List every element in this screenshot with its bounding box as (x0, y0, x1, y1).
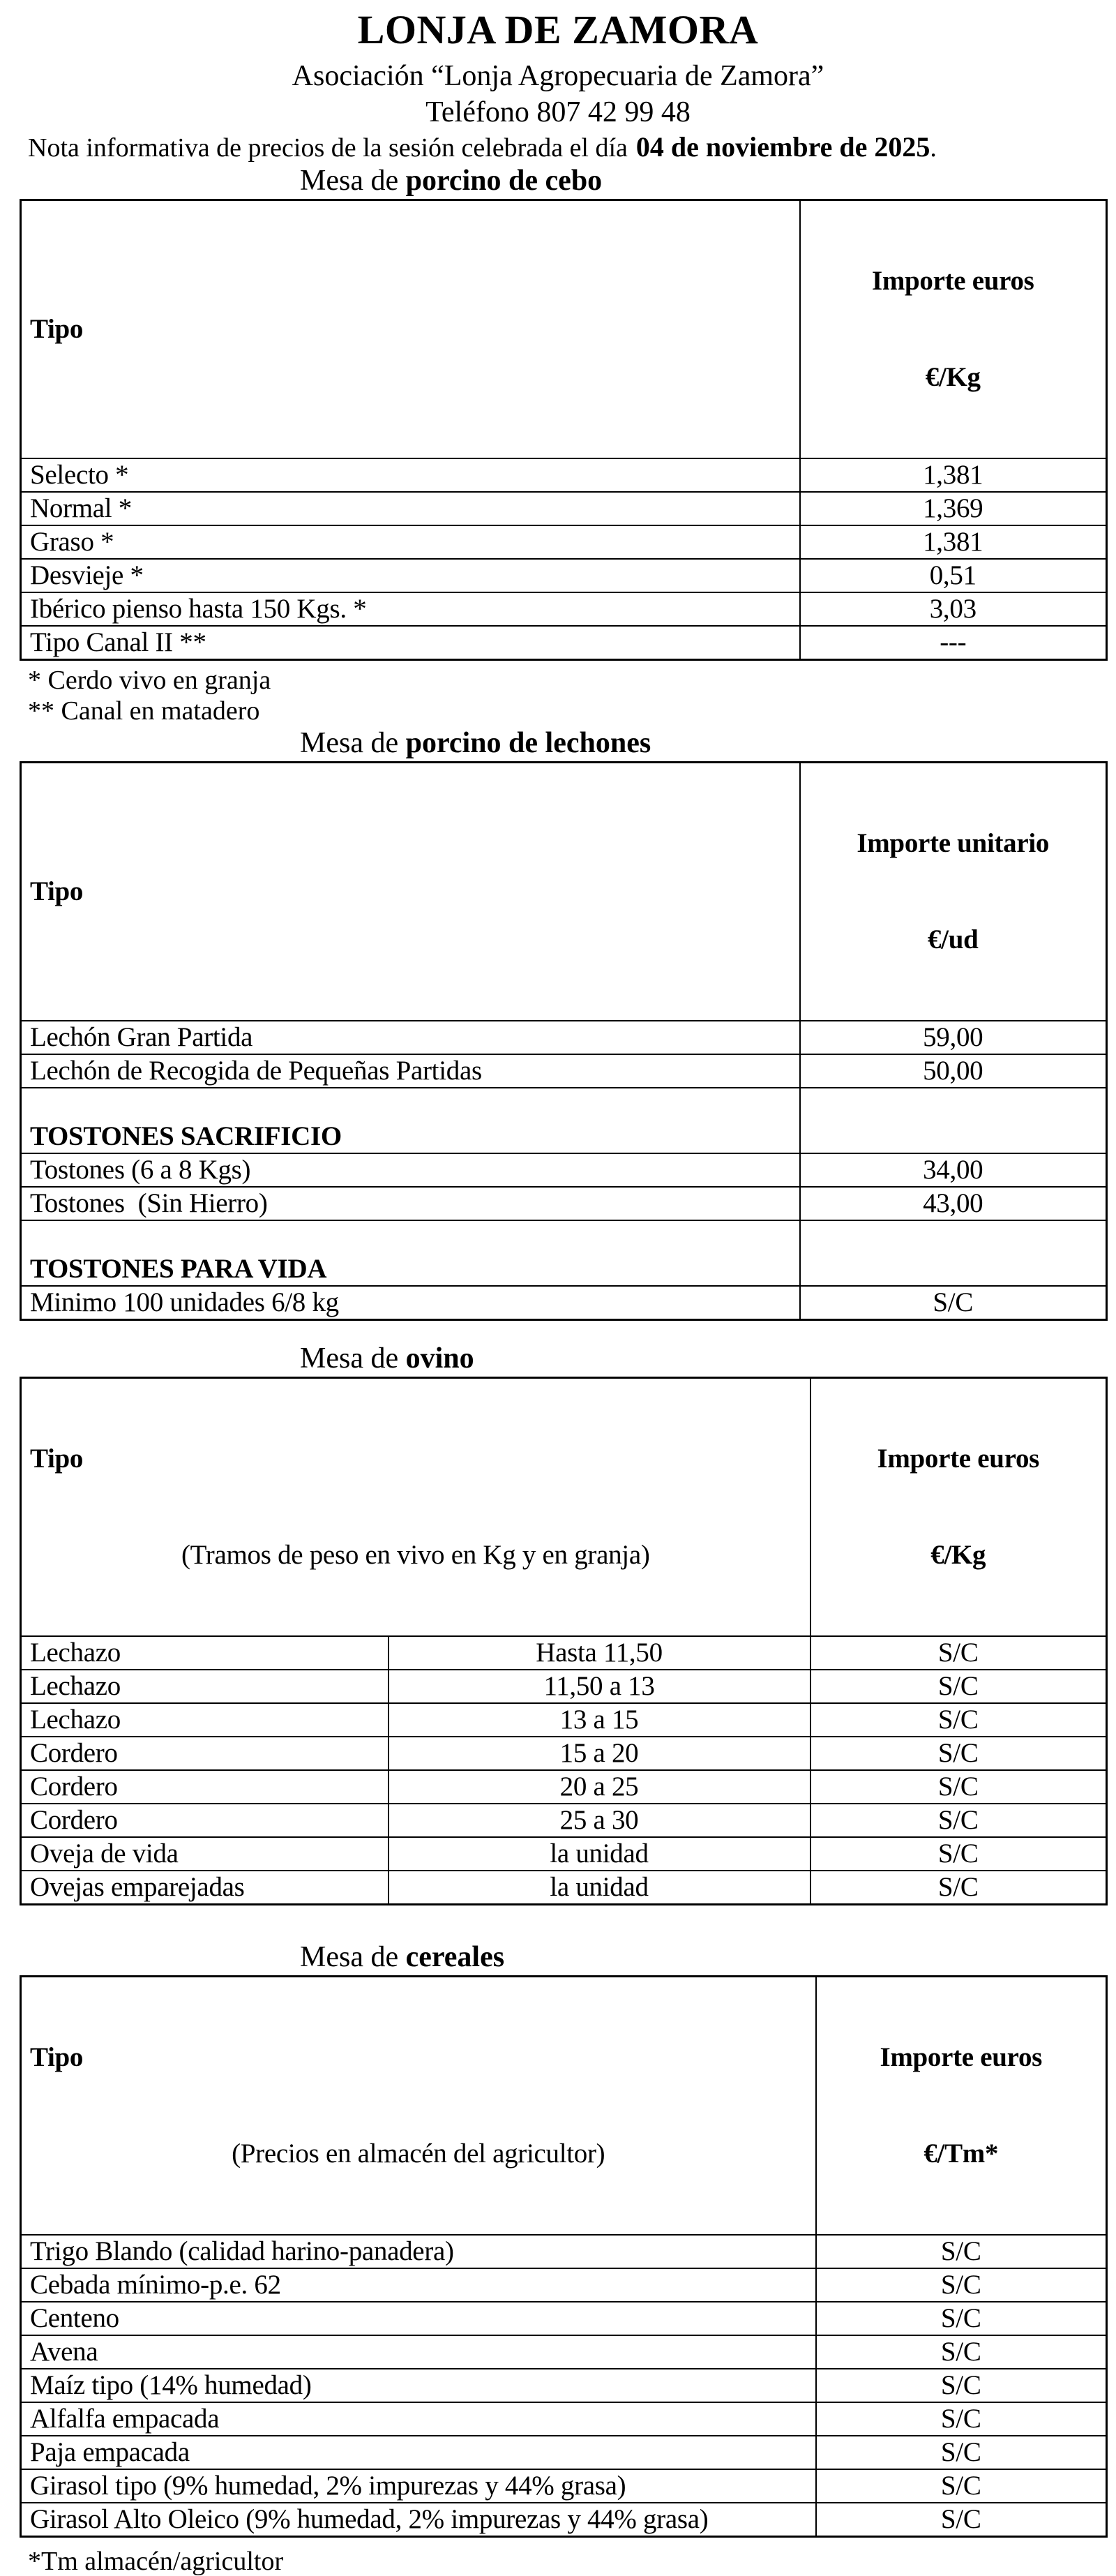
table-row (21, 492, 1107, 525)
tipo-cell: Lechazo (21, 1670, 389, 1703)
importe-cell: S/C (810, 1804, 1107, 1837)
table-row (21, 2436, 1107, 2469)
phone-line: Teléfono 807 42 99 48 (425, 96, 691, 128)
table-row (21, 1187, 1107, 1220)
tipo-header-cell: Tipo (21, 200, 800, 459)
tipo-cell: Centeno (21, 2302, 816, 2335)
table-ovino (20, 1377, 1108, 1905)
tipo-cell: Maíz tipo (14% humedad) (21, 2369, 816, 2402)
table-row (21, 2235, 1107, 2268)
group-label-cell: TOSTONES SACRIFICIO (21, 1088, 800, 1153)
heading-ovino (300, 1343, 1116, 1374)
heading-bold: porcino de cebo (405, 165, 603, 197)
table-row (21, 2503, 1107, 2537)
importe-cell: S/C (810, 1837, 1107, 1871)
tipo-cell: Graso * (21, 525, 800, 559)
importe-cell: S/C (816, 2268, 1107, 2302)
importe-cell (800, 1220, 1107, 1286)
table-row (21, 1770, 1107, 1804)
tipo-header-subtext: (Precios en almacén del agricultor) (232, 2139, 605, 2169)
tipo-cell: Girasol Alto Oleico (9% humedad, 2% impurezas y 44% grasa) (21, 2503, 816, 2537)
tipo-header-label: Tipo (30, 2042, 84, 2072)
importe-cell: 1,381 (800, 458, 1107, 492)
importe-cell: S/C (816, 2402, 1107, 2436)
table-row (21, 559, 1107, 592)
importe-header-cell (800, 200, 1107, 459)
importe-cell: S/C (816, 2302, 1107, 2335)
importe-header-line2: €/Kg (925, 362, 981, 392)
table-row (21, 1670, 1107, 1703)
importe-cell: S/C (816, 2335, 1107, 2369)
importe-cell (800, 1088, 1107, 1153)
tipo-cell: Cordero (21, 1737, 389, 1770)
session-note (28, 133, 1116, 163)
table-header-row (21, 763, 1107, 1021)
importe-header-cell (816, 1977, 1107, 2236)
tipo-cell: Girasol tipo (9% humedad, 2% impurezas y 44% grasa) (21, 2469, 816, 2503)
document-page (0, 8, 1116, 2575)
importe-cell: S/C (816, 2469, 1107, 2503)
tipo-cell: Cebada mínimo-p.e. 62 (21, 2268, 816, 2302)
tramo-cell: la unidad (389, 1871, 810, 1905)
tipo-cell: Selecto * (21, 458, 800, 492)
table-row (21, 2335, 1107, 2369)
heading-porcino-lechones (300, 728, 1116, 758)
importe-header-line1: Importe euros (877, 1444, 1040, 1474)
table-row (21, 2302, 1107, 2335)
footnote-canal-matadero: ** Canal en matadero (28, 696, 260, 726)
importe-header-cell (800, 763, 1107, 1021)
table-row (21, 1737, 1107, 1770)
tipo-cell: Alfalfa empacada (21, 2402, 816, 2436)
table-group-row (21, 1220, 1107, 1286)
tipo-cell: Oveja de vida (21, 1837, 389, 1871)
tipo-cell: Cordero (21, 1804, 389, 1837)
table-row (21, 1054, 1107, 1088)
importe-cell: 43,00 (800, 1187, 1107, 1220)
tipo-header-cell (21, 1977, 816, 2236)
footnote-tm-almacen: *Tm almacén/agricultor (28, 2547, 284, 2576)
heading-prefix: Mesa de (300, 1941, 406, 1973)
table-porcino-lechones (20, 761, 1108, 1321)
importe-cell: 0,51 (800, 559, 1107, 592)
table-header-row (21, 1977, 1107, 2236)
tipo-cell: Lechazo (21, 1703, 389, 1737)
importe-cell: 50,00 (800, 1054, 1107, 1088)
table-row (21, 525, 1107, 559)
table-group-row (21, 1088, 1107, 1153)
tipo-cell: Minimo 100 unidades 6/8 kg (21, 1286, 800, 1320)
importe-cell: 1,381 (800, 525, 1107, 559)
heading-prefix: Mesa de (300, 165, 406, 197)
heading-cereales (300, 1942, 1116, 1972)
importe-cell: 1,369 (800, 492, 1107, 525)
tramo-cell: 20 a 25 (389, 1770, 810, 1804)
group-label-cell: TOSTONES PARA VIDA (21, 1220, 800, 1286)
table-row (21, 1871, 1107, 1905)
heading-prefix: Mesa de (300, 727, 406, 759)
tramo-cell: 15 a 20 (389, 1737, 810, 1770)
tipo-header-cell: Tipo (21, 763, 800, 1021)
table-row (21, 2402, 1107, 2436)
table-row (21, 1837, 1107, 1871)
importe-cell: S/C (816, 2235, 1107, 2268)
tipo-cell: Tostones (6 a 8 Kgs) (21, 1153, 800, 1187)
importe-cell: S/C (810, 1636, 1107, 1670)
tipo-cell: Lechón Gran Partida (21, 1021, 800, 1054)
importe-cell: --- (800, 626, 1107, 660)
importe-cell: S/C (816, 2503, 1107, 2537)
table-row (21, 626, 1107, 660)
importe-cell: S/C (810, 1737, 1107, 1770)
footnote-cerdo-vivo: * Cerdo vivo en granja (28, 666, 271, 695)
session-note-text: Nota informativa de precios de la sesión celebrada el día (28, 133, 628, 163)
table-row (21, 592, 1107, 626)
importe-header-cell (810, 1378, 1107, 1637)
heading-bold: ovino (405, 1342, 474, 1375)
table-row (21, 1636, 1107, 1670)
table-row (21, 458, 1107, 492)
importe-cell: S/C (816, 2369, 1107, 2402)
session-date: 04 de noviembre de 2025 (635, 131, 930, 163)
importe-cell: 3,03 (800, 592, 1107, 626)
table-header-row (21, 1378, 1107, 1637)
table-porcino-cebo (20, 199, 1108, 661)
importe-header-line1: Importe euros (880, 2042, 1043, 2072)
importe-cell: S/C (810, 1703, 1107, 1737)
importe-header-line2: €/Kg (930, 1540, 986, 1570)
importe-cell: 59,00 (800, 1021, 1107, 1054)
table-row (21, 1804, 1107, 1837)
tipo-header-label: Tipo (30, 1444, 84, 1474)
tipo-cell: Normal * (21, 492, 800, 525)
importe-header-line1: Importe euros (871, 266, 1034, 296)
tipo-cell: Ibérico pienso hasta 150 Kgs. * (21, 592, 800, 626)
tipo-cell: Paja empacada (21, 2436, 816, 2469)
tipo-cell: Lechón de Recogida de Pequeñas Partidas (21, 1054, 800, 1088)
heading-bold: porcino de lechones (405, 727, 651, 759)
table-header-row (21, 200, 1107, 459)
heading-porcino-cebo (300, 165, 1116, 196)
tipo-cell: Ovejas emparejadas (21, 1871, 389, 1905)
tipo-header-subtext: (Tramos de peso en vivo en Kg y en granja) (181, 1540, 650, 1570)
tipo-cell: Tostones (Sin Hierro) (21, 1187, 800, 1220)
tramo-cell: 13 a 15 (389, 1703, 810, 1737)
heading-bold: cereales (405, 1941, 505, 1973)
heading-prefix: Mesa de (300, 1342, 406, 1375)
importe-cell: S/C (810, 1670, 1107, 1703)
importe-header-line1: Importe unitario (857, 828, 1050, 858)
importe-cell: 34,00 (800, 1153, 1107, 1187)
tipo-cell: Cordero (21, 1770, 389, 1804)
table-row (21, 2469, 1107, 2503)
importe-cell: S/C (810, 1770, 1107, 1804)
table-row (21, 2268, 1107, 2302)
importe-cell: S/C (800, 1286, 1107, 1320)
tipo-cell: Desvieje * (21, 559, 800, 592)
importe-cell: S/C (810, 1871, 1107, 1905)
tipo-header-cell (21, 1378, 810, 1637)
table-row (21, 1286, 1107, 1320)
tipo-cell: Avena (21, 2335, 816, 2369)
tramo-cell: 11,50 a 13 (389, 1670, 810, 1703)
tramo-cell: Hasta 11,50 (389, 1636, 810, 1670)
tipo-cell: Tipo Canal II ** (21, 626, 800, 660)
tramo-cell: 25 a 30 (389, 1804, 810, 1837)
session-note-period: . (930, 133, 937, 163)
table-row (21, 1153, 1107, 1187)
page-title: LONJA DE ZAMORA (357, 7, 759, 52)
association-line: Asociación “Lonja Agropecuaria de Zamora” (292, 60, 824, 92)
tipo-cell: Lechazo (21, 1636, 389, 1670)
importe-cell: S/C (816, 2436, 1107, 2469)
importe-header-line2: €/Tm* (923, 2139, 999, 2169)
importe-header-line2: €/ud (927, 924, 979, 954)
tramo-cell: la unidad (389, 1837, 810, 1871)
tipo-cell: Trigo Blando (calidad harino-panadera) (21, 2235, 816, 2268)
table-row (21, 2369, 1107, 2402)
table-cereales (20, 1975, 1108, 2538)
table-row (21, 1021, 1107, 1054)
table-row (21, 1703, 1107, 1737)
